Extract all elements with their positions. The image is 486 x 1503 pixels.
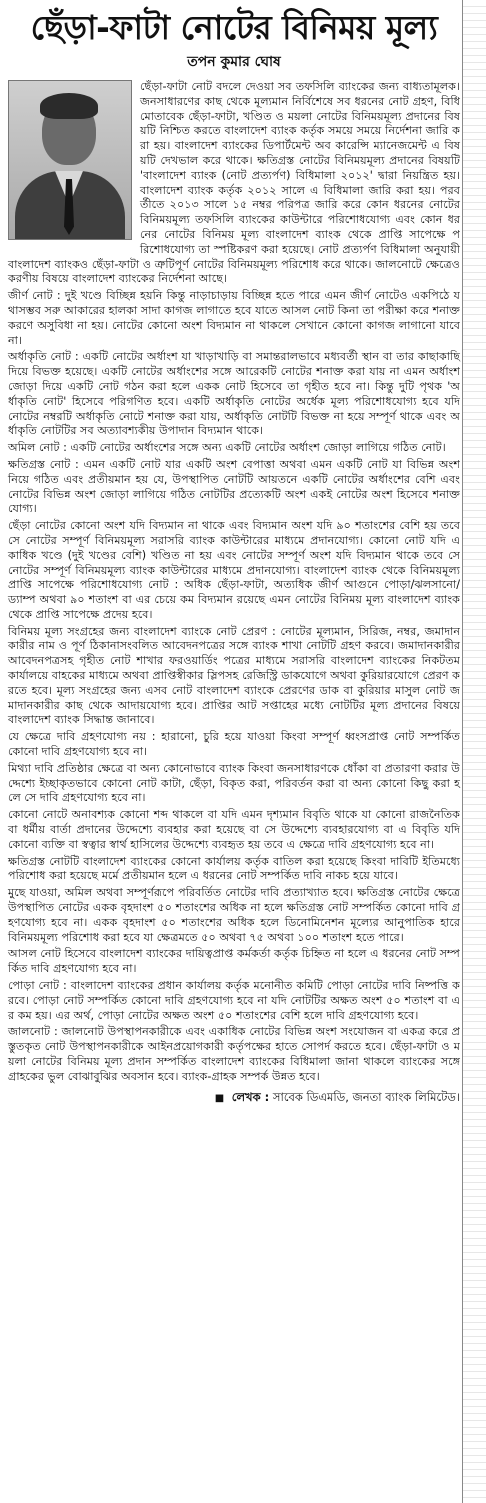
paragraph: জালনোট : জালনোট উপস্থাপনকারীকে এবং একাধিক নোটের বিভিন্ন অংশ সংযোজন বা একত্র করে প্রস্তুতকৃত নোট উপস্থাপনকারীকে আইনপ্রয়োগকারী কর্তৃপক্ষের হাতে সোপর্দ করতে হবে। ছেঁড়া-ফাটা ও ময়লা নোটের বিনিময় মূল্য প্রদান সম্পর্কিত বাংলাদেশ ব্যাংকের বিধিমালা জানা থাকলে ব্যাংকের সঙ্গে গ্রাহকের ভুল বোঝাবুঝির অবসান হবে। ব্যাংক-গ্রাহক সম্পর্ক উন্নত হবে। [8, 1025, 460, 1083]
author-signoff [8, 1089, 460, 1107]
article-byline: তপন কুমার ঘোষ [187, 54, 281, 70]
paragraph: মিথ্যা দাবি প্রতিষ্ঠার ক্ষেত্রে বা অন্য কোনোভাবে ব্যাংক কিংবা জনসাধারণকে ধোঁকা বা প্রতারণা করার উদ্দেশ্যে ইচ্ছাকৃতভাবে কোনো নোট কাটা, ছেঁড়া, বিকৃত করা, পরিবর্তন করা বা অন্য কোনো কিছু করা হলে সে দাবি গ্রহণযোগ্য হবে না। [8, 761, 460, 805]
author-photo-hair [40, 93, 98, 119]
paragraph: জীর্ণ নোট : দুই খণ্ডে বিচ্ছিন্ন হয়নি কিন্তু নাড়াচাড়ায় বিচ্ছিন্ন হতে পারে এমন জীর্ণ নোটেও একপিঠে যথাসম্ভব সরু আকারের হালকা সাদা কাগজ লাগাতে হবে যাতে আসল নোট কিনা তা পরীক্ষা করে শনাক্তকরণে অসুবিধা না হয়। নোটের কোনো অংশ বিদ্যমান না থাকলে সেখানে কোনো কাগজ লাগানো যাবে না। [8, 289, 460, 347]
paragraph: অর্ধাকৃতি নোট : একটি নোটের অর্ধাংশ যা খাড়াখাড়ি বা সমান্তরালভাবে মধ্যবর্তী স্থান বা তার কাছাকাছি দিয়ে বিভক্ত হয়েছে। একটি নোটের অর্ধাংশের সঙ্গে আরেকটি নোটের শনাক্ত করা যায় না এমন অর্ধাংশ জোড়া দিয়ে একটি নোট গঠন করা হলে একক নোট হিসেবে তা গৃহীত হবে না। কিন্তু দুটি পৃথক 'অর্ধাকৃতি নোট' হিসেবে পরিগণিত হবে। একটি অর্ধাকৃতি নোটের অর্ধেক মূল্য পরিশোধযোগ্য হবে যদি নোটের নম্বরটি অর্ধাকৃতি নোটে শনাক্ত করা যায়, অর্ধাকৃতি নোটটি বিভক্ত না হয়ে সম্পূর্ণ থাকে এবং অর্ধাকৃতি নোটটির সব অত্যাবশ্যকীয় উপাদান বিদ্যমান থাকে। [8, 350, 460, 438]
paragraph: পোড়া নোট : বাংলাদেশ ব্যাংকের প্রধান কার্যালয় কর্তৃক মনোনীত কমিটি পোড়া নোটের দাবি নিষ্পত্তি করবে। পোড়া নোট সম্পর্কিত কোনো দাবি গ্রহণযোগ্য হবে না যদি নোটটির অক্ষত অংশ ৫০ শতাংশ বা এর কম হয়। এর অর্থ, পোড়া নোটের অক্ষত অংশ ৫০ শতাংশের বেশি হলে দাবি গ্রহণযোগ্য হবে। [8, 979, 460, 1022]
paragraph: ক্ষতিগ্রস্ত নোটটি বাংলাদেশ ব্যাংকের কোনো কার্যালয় কর্তৃক বাতিল করা হয়েছে কিংবা দাবিটি ইতিমধ্যে পরিশোধ করা হয়েছে মর্মে প্রতীয়মান হলে এ ধরনের নোট সম্পর্কিত দাবি নাকচ হয়ে যাবে। [8, 854, 460, 883]
article-headline: ছেঁড়া-ফাটা নোটের বিনিময় মূল্য [30, 8, 438, 47]
paragraph: আসল নোট হিসেবে বাংলাদেশ ব্যাংকের দায়িত্বপ্রাপ্ত কর্মকর্তা কর্তৃক চিহ্নিত না হলে এ ধরনের নোট সম্পর্কিত দাবি গ্রহণযোগ্য হবে না। [8, 947, 460, 976]
paragraph: ছেঁড়া নোটের কোনো অংশ যদি বিদ্যমান না থাকে এবং বিদ্যমান অংশ যদি ৯০ শতাংশের বেশি হয় তবে সে নোটের সম্পূর্ণ বিনিময়মূল্য সরাসরি ব্যাংক কাউন্টারের মাধ্যমে প্রদানযোগ্য। কোনো নোট যদি একাধিক খণ্ডে (দুই খণ্ডের বেশি) খণ্ডিত না হয় এবং নোটের সম্পূর্ণ অংশ যদি বিদ্যমান থাকে তবে সে নোটের সম্পূর্ণ বিনিময়মূল্য ব্যাংক কাউন্টারের মাধ্যমে প্রদানযোগ্য। বাংলাদেশ ব্যাংক থেকে বিনিময়মূল্য প্রাপ্তি সাপেক্ষে পরিশোধযোগ্য নোট : অধিক ছেঁড়া-ফাটা, অত্যধিক জীর্ণ আগুনে পোড়া/ঝলসানো/ড্যাম্প অথবা ৯০ শতাংশ বা এর চেয়ে কম বিদ্যমান রয়েছে এমন নোটের বিনিময় মূল্য বাংলাদেশ ব্যাংক থেকে প্রাপ্তি সাপেক্ষে প্রদেয় হবে। [8, 519, 460, 621]
paragraph: ক্ষতিগ্রস্ত নোট : এমন একটি নোট যার একটি অংশ বেপাত্তা অথবা এমন একটি নোট যা বিভিন্ন অংশ নিয়ে গঠিত এবং প্রতীয়মান হয় যে, উপস্থাপিত নোটটি আয়তনে একটি নোটের অর্ধাংশের বেশি এবং নোটের বিভিন্ন অংশ জোড়া লাগিয়ে গঠিত নোটটির প্রত্যেকটি অংশ একই নোটের অংশ হিসেবে শনাক্তযোগ্য। [8, 457, 460, 516]
author-photo [8, 80, 132, 240]
paragraph: কোনো নোটে অনাবশ্যক কোনো শব্দ থাকলে বা যদি এমন দৃশ্যমান বিবৃতি থাকে যা কোনো রাজনৈতিক বা ধর্মীয় বার্তা প্রদানের উদ্দেশ্যে ব্যবহার করা হয়েছে বা সে উদ্দেশ্যে ব্যবহারযোগ্য বা এ বিবৃতি যদি কোনো ব্যক্তি বা স্বত্বার স্বার্থ হাসিলের উদ্দেশ্যে ব্যবহৃত হয় তবে এ ক্ষেত্রে দাবি গ্রহণযোগ্য হবে না। [8, 808, 460, 851]
paragraph: অমিল নোট : একটি নোটের অর্ধাংশের সঙ্গে অন্য একটি নোটের অর্ধাংশ জোড়া লাগিয়ে গঠিত নোট। [8, 441, 446, 455]
adjacent-column-edge [462, 0, 486, 1503]
article [8, 6, 460, 1107]
square-bullet-icon: ■ [214, 1092, 225, 1104]
paragraph: যে ক্ষেত্রে দাবি গ্রহণযোগ্য নয় : হারানো, চুরি হয়ে যাওয়া কিংবা সম্পূর্ণ ধ্বংসপ্রাপ্ত নোট সম্পর্কিত কোনো দাবি গ্রহণযোগ্য হবে না। [8, 730, 460, 759]
paragraph: বিনিময় মূল্য সংগ্রহের জন্য বাংলাদেশ ব্যাংকে নোট প্রেরণ : নোটের মূল্যমান, সিরিজ, নম্বর, জমাদানকারীর নাম ও পূর্ণ ঠিকানাসংবলিত আবেদনপত্রের সঙ্গে ব্যাংক শাখা নোটটি গ্রহণ করবে। জমাদানকারীর আবেদনপত্রসহ গৃহীত নোট শাখার ফরওয়ার্ডিং পত্রের মাধ্যমে সরাসরি বাংলাদেশ ব্যাংকের নিকটতম কার্যালয়ে বাহকের মাধ্যমে অথবা প্রাপ্তিস্বীকার স্লিপসহ রেজিস্ট্রি ডাকযোগে অথবা কুরিয়ারযোগে প্রেরণ করতে হবে। মূল্য সংগ্রহের জন্য এসব নোট বাংলাদেশ ব্যাংকে প্রেরণের ডাক বা কুরিয়ার মাসুল নোট জমাদানকারীর কাছ থেকে আদায়যোগ্য হবে। প্রাপ্তির আট সপ্তাহের মধ্যে নোটটির মূল্য প্রদানের বিষয়ে বাংলাদেশ ব্যাংক সিদ্ধান্ত জানাবে। [8, 624, 460, 727]
paragraph: ছেঁড়া-ফাটা নোট বদলে দেওয়া সব তফসিলি ব্যাংকের জন্য বাধ্যতামূলক। জনসাধারণের কাছ থেকে মূল্যমান নির্বিশেষে সব ধরনের নোট গ্রহণ, বিধি মোতাবেক ছেঁড়া-ফাটা, খণ্ডিত ও ময়লা নোটের বিনিময়মূল্য প্রদানের বিষয়টি নিশ্চিত করতে বাংলাদেশ ব্যাংক কর্তৃক সময়ে সময়ে নির্দেশনা জারি করা হয়। বাংলাদেশ ব্যাংকের ডিপার্টমেন্ট অব কারেন্সি ম্যানেজমেন্ট এ বিষয়টি দেখভাল করে থাকে। ক্ষতিগ্রস্ত নোটের বিনিময়মূল্য প্রদানের বিষয়টি 'বাংলাদেশ ব্যাংক (নোট প্রত্যর্পণ) বিধিমালা ২০১২' দ্বারা নিয়ন্ত্রিত হয়। বাংলাদেশ ব্যাংক কর্তৃক ২০১২ সালে এ বিধিমালা জারি করা হয়। পরবর্তীতে ২০১৩ সালে ১৫ নম্বর পরিপত্র জারি করে কোন ধরনের নোটের বিনিময়মূল্য তফসিলি ব্যাংকের কাউন্টারে পরিশোধযোগ্য এবং কোন ধরনের নোটের বিনিময় মূল্য বাংলাদেশ ব্যাংক থেকে প্রাপ্তি সাপেক্ষে পরিশোধযোগ্য তা স্পষ্টিকরণ করা হয়েছে। নোট প্রত্যর্পণ বিধিমালা অনুযায়ী বাংলাদেশ ব্যাংকও ছেঁড়া-ফাটা ও ত্রুটিপূর্ণ নোটের বিনিময়মূল্য পরিশোধ করে থাকে। জালনোটে ক্ষেত্রেও করণীয় বিষয়ে বাংলাদেশ ব্যাংকের নির্দেশনা আছে। [8, 80, 460, 286]
author-label: লেখক : [231, 1089, 270, 1104]
paragraph: মুছে যাওয়া, অমিল অথবা সম্পূর্ণরূপে পরিবর্তিত নোটের দাবি প্রত্যাখ্যাত হবে। ক্ষতিগ্রস্ত নোটের ক্ষেত্রে উপস্থাপিত নোটের একক বৃহদাংশ ৫০ শতাংশের অধিক না হলে ক্ষতিগ্রস্ত নোট সম্পর্কিত কোনো দাবি গ্রহণযোগ্য হবে না। একক বৃহদাংশ ৫০ শতাংশের অধিক হলে ডিনোমিনেশন মূল্যের আনুপাতিক হারে বিনিময়মূল্য পরিশোধ করা হবে যা ক্ষেত্রমতে ৫০ অথবা ৭৫ অথবা ১০০ শতাংশ হতে পারে। [8, 886, 460, 944]
author-description: সাবেক ডিএমডি, জনতা ব্যাংক লিমিটেড। [272, 1089, 460, 1104]
